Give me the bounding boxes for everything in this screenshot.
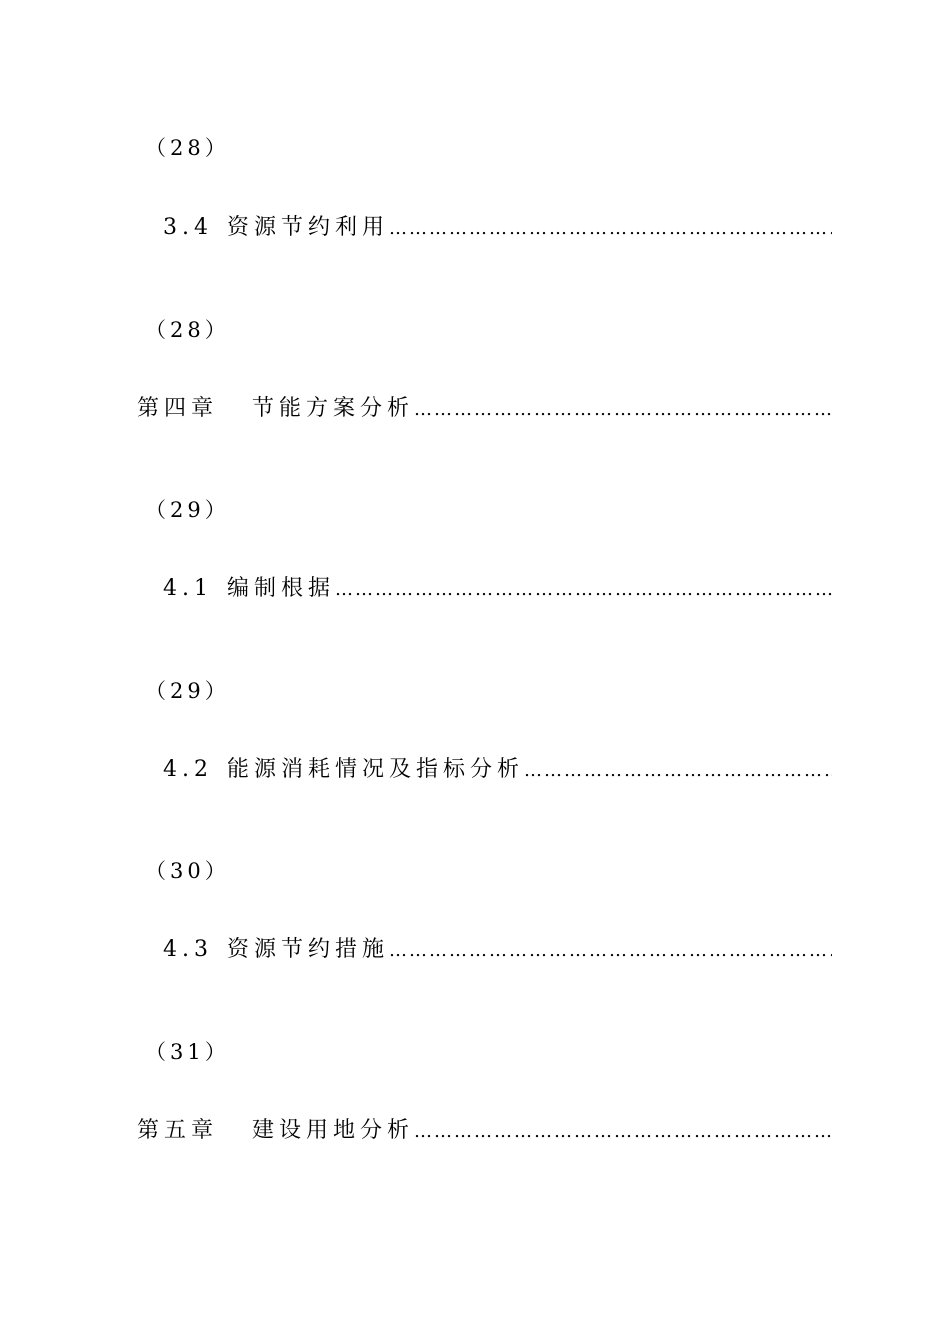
section-title: 资源节约利用 [227, 215, 390, 240]
chapter-title: 节能方案分析 [252, 396, 415, 421]
toc-entry-4-1[interactable] [163, 575, 832, 604]
section-number: 4.3 [163, 937, 213, 962]
toc-page-number: （29） [145, 679, 230, 703]
chapter-title: 建设用地分析 [252, 1118, 415, 1143]
section-number: 4.2 [163, 757, 213, 782]
toc-page-number: （31） [145, 1040, 230, 1064]
toc-entry-3-4[interactable] [163, 214, 832, 243]
dot-leader [389, 215, 832, 243]
dot-leader [414, 1118, 832, 1146]
toc-page-number: （29） [145, 498, 230, 522]
section-title: 编制根据 [227, 576, 336, 601]
toc-entry-4-2[interactable] [163, 756, 832, 785]
chapter-label: 第四章 [137, 396, 219, 421]
dot-leader [335, 576, 832, 604]
chapter-label: 第五章 [137, 1118, 219, 1143]
toc-page-number: （28） [145, 318, 230, 342]
section-title: 资源节约措施 [227, 937, 390, 962]
dot-leader [389, 937, 832, 965]
toc-entry-chapter-5[interactable] [137, 1117, 832, 1146]
dot-leader [524, 757, 832, 785]
section-number: 4.1 [163, 576, 213, 601]
section-title: 能源消耗情况及指标分析 [227, 757, 525, 782]
section-number: 3.4 [163, 215, 213, 240]
toc-entry-chapter-4[interactable] [137, 395, 832, 424]
toc-entry-4-3[interactable] [163, 936, 832, 965]
toc-page-number: （30） [145, 859, 230, 883]
toc-page-number: （28） [145, 136, 230, 160]
dot-leader [414, 396, 832, 424]
